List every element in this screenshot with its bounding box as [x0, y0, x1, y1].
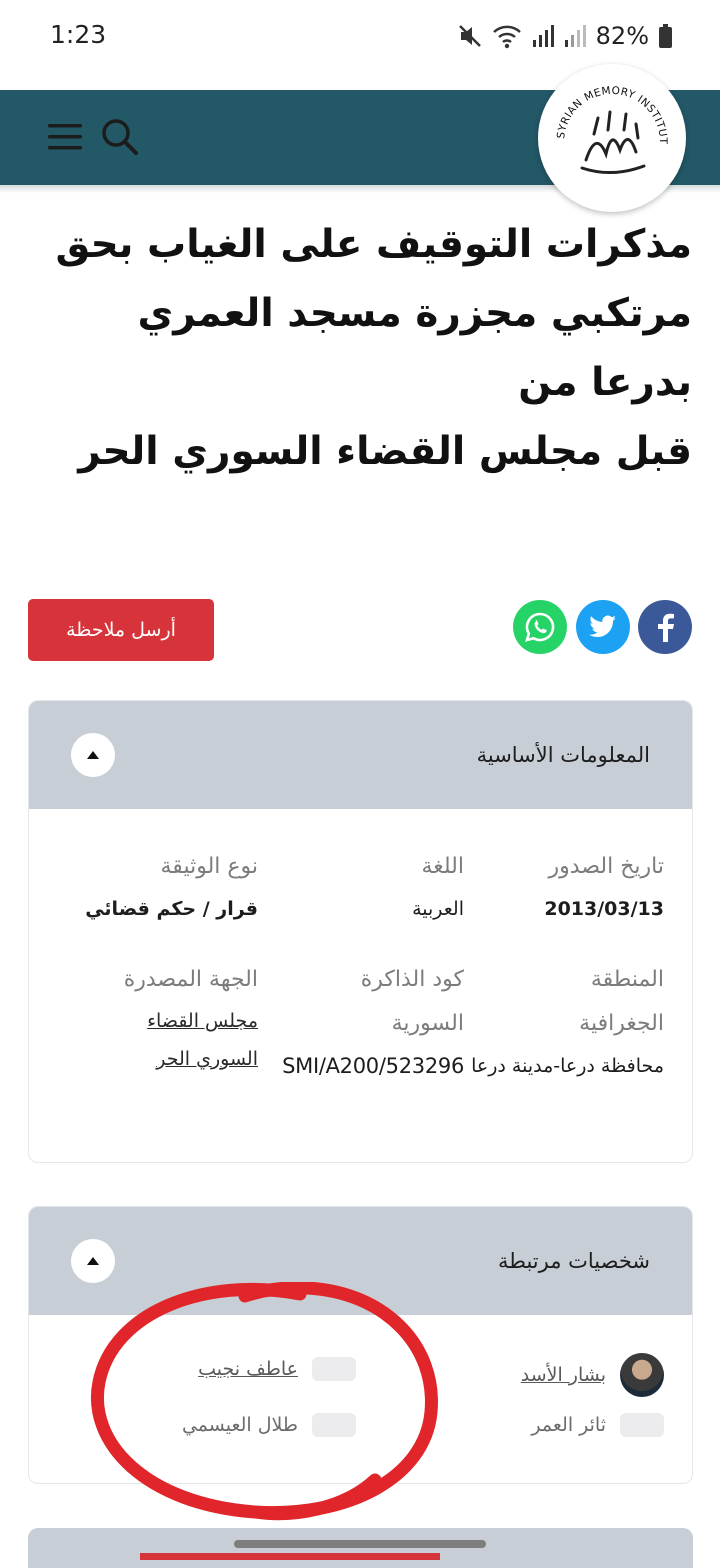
basic-info-heading: المعلومات الأساسية — [476, 743, 650, 767]
issuer-label: الجهة المصدرة — [123, 967, 258, 992]
person-name-link[interactable]: عاطف نجيب — [198, 1358, 298, 1380]
person-item[interactable] — [198, 1357, 356, 1381]
document-type-value: قرار / حكم قضائي — [85, 898, 258, 920]
memory-code-field — [254, 958, 464, 1086]
language-value: العربية — [412, 898, 464, 920]
person-item[interactable] — [521, 1353, 664, 1397]
avatar-placeholder — [312, 1357, 356, 1381]
battery-icon — [659, 24, 672, 48]
title-line-1: مذكرات التوقيف على الغياب بحق — [55, 222, 692, 267]
related-persons-card — [28, 1206, 693, 1484]
send-note-button[interactable]: أرسل ملاحظة — [28, 599, 214, 661]
related-persons-toggle-button[interactable] — [71, 1239, 115, 1283]
avatar — [620, 1353, 664, 1397]
person-name: طلال العيسمي — [181, 1414, 298, 1436]
language-field — [304, 845, 464, 929]
status-icons — [458, 22, 672, 50]
person-item — [182, 1413, 356, 1437]
title-line-2: مرتكبي مجزرة مسجد العمري بدرعا من — [137, 291, 692, 405]
avatar-placeholder — [620, 1413, 664, 1437]
related-persons-heading: شخصيات مرتبطة — [497, 1249, 650, 1273]
mute-icon — [458, 23, 482, 49]
logo-emblem-icon — [538, 64, 686, 212]
region-label-line-2: الجغرافية — [579, 1011, 664, 1036]
twitter-icon — [589, 615, 617, 639]
document-type-label: نوع الوثيقة — [160, 854, 258, 879]
whatsapp-share-button[interactable] — [513, 600, 567, 654]
search-icon[interactable] — [99, 116, 141, 158]
basic-info-card — [28, 700, 693, 1163]
next-card-header — [28, 1528, 693, 1568]
twitter-share-button[interactable] — [576, 600, 630, 654]
basic-info-toggle-button[interactable] — [71, 733, 115, 777]
issue-date-label: تاريخ الصدور — [548, 854, 664, 879]
site-logo[interactable] — [538, 64, 686, 212]
basic-info-header[interactable] — [29, 701, 692, 809]
status-time: 1:23 — [50, 20, 107, 49]
issue-date-field — [504, 845, 664, 929]
whatsapp-icon — [524, 611, 556, 643]
memory-code-label-line-1: كود الذاكرة — [360, 967, 464, 992]
region-field — [464, 958, 664, 1086]
memory-code-label-line-2: السورية — [391, 1011, 464, 1036]
caret-up-icon — [86, 750, 100, 760]
issue-date-value: 2013/03/13 — [544, 898, 664, 920]
related-persons-header[interactable] — [29, 1207, 692, 1315]
next-banner-strip — [140, 1553, 440, 1560]
signal-weak-icon — [564, 24, 586, 48]
region-value: محافظة درعا-مدينة درعا — [471, 1055, 664, 1077]
person-name-link[interactable]: بشار الأسد — [520, 1364, 606, 1386]
region-label-line-1: المنطقة — [590, 967, 664, 992]
person-name: ثائر العمر — [531, 1414, 606, 1436]
issuer-link-line-2[interactable]: السوري الحر — [156, 1048, 258, 1070]
page-title — [52, 210, 692, 486]
wifi-icon — [492, 23, 522, 49]
svg-text:SYRIAN MEMORY INSTITUTION: SYRIAN MEMORY INSTITUT — [555, 84, 670, 145]
caret-up-icon — [86, 1256, 100, 1266]
document-type-field — [48, 845, 258, 929]
menu-icon[interactable] — [48, 121, 84, 153]
facebook-icon — [654, 612, 676, 642]
battery-percent: 82% — [595, 22, 649, 50]
signal-icon — [532, 24, 554, 48]
issuer-link-line-1[interactable]: مجلس القضاء — [147, 1010, 258, 1032]
facebook-share-button[interactable] — [638, 600, 692, 654]
person-item — [531, 1413, 664, 1437]
home-indicator[interactable] — [234, 1540, 486, 1548]
language-label: اللغة — [421, 854, 464, 879]
avatar-placeholder — [312, 1413, 356, 1437]
issuer-field — [48, 958, 258, 1078]
memory-code-value: SMI/A200/523296 — [282, 1054, 464, 1078]
title-line-3: قبل مجلس القضاء السوري الحر — [78, 429, 692, 474]
